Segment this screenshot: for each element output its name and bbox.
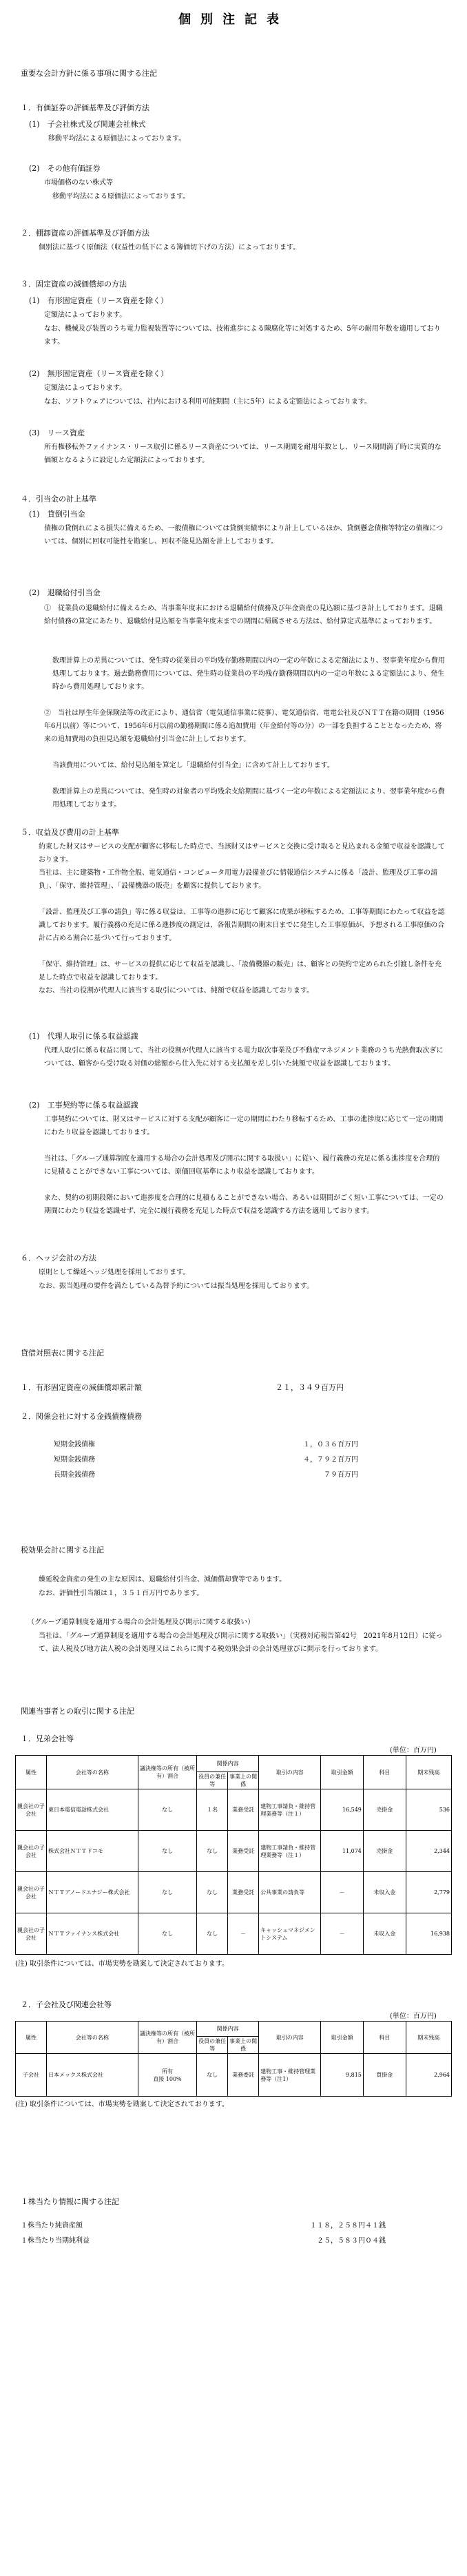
cell-officer: なし <box>197 1913 228 1955</box>
text-non-market-stock: 市場価格のない株式等 <box>44 179 113 187</box>
text-hedge-2: なお、振当処理の要件を満たしている為替予約については振当処理を採用しております。 <box>39 1282 313 1290</box>
text-construction-2: 当社は、「グループ通算制度を適用する場合の会計処理及び開示に関する取扱い」に従い、履行義務の充足に係る進捗度を合理的に見積ることができない工事については、原価回収基準により収益を認識しております。 <box>44 1155 440 1176</box>
cell-attr: 子会社 <box>16 2054 47 2097</box>
cell-content: 建物工事・維持管理業務等（注1） <box>259 2054 321 2097</box>
cell-officer: なし <box>197 1872 228 1913</box>
table-row <box>16 2054 452 2097</box>
heading-affiliate-receivables: ２．関係会社に対する金銭債権債務 <box>21 1412 142 1421</box>
text-retirement-5: 数理計算上の差異については、発生時の対象者の平均残余支給期間に基づく一定の年数による定額法により、翌事業年度から費用処理しております。 <box>52 788 445 809</box>
heading-intangible-assets: (2) 無形固定資産（リース資産を除く） <box>29 369 169 378</box>
col-content: 取引の内容 <box>259 1756 321 1789</box>
col-company: 会社等の名称 <box>47 1756 138 1789</box>
col-ratio: 議決権等の所有（被所有）割合 <box>138 1756 196 1789</box>
heading-revenue: ５．収益及び費用の計上基準 <box>21 828 119 837</box>
col-business: 事業上の関係 <box>228 2037 259 2054</box>
cell-company: 株式会社ＮＴＴドコモ <box>47 1831 138 1872</box>
text-retirement-1: ① 従業員の退職給付に備えるため、当事業年度末における退職給付債務及び年金資産の見込額に基づき計上しております。退職給付債務の算定にあたり、退職給付見込額を当事業年度末までの期間に帰属させる方法は、給付算定式基準によっております。 <box>44 605 443 625</box>
cell-company: ＮＴＴファイナンス株式会社 <box>47 1913 138 1955</box>
cell-balance: 2,344 <box>406 1831 451 1872</box>
col-officer: 役員の兼任等 <box>197 1772 228 1789</box>
heading-subsidiary-stock: (1) 子会社株式及び関連会社株式 <box>29 120 146 129</box>
section-per-share-title: １株当たり情報に関する注記 <box>21 2197 119 2206</box>
text-revenue-5: なお、当社の役割が代理人に該当する取引については、純額で収益を認識しております。 <box>39 987 313 995</box>
cell-balance: 16,938 <box>406 1913 451 1955</box>
section-related-party-title: 関連当事者との取引に関する注記 <box>21 1707 134 1716</box>
section-balance-sheet-title: 貸借対照表に関する注記 <box>21 1349 104 1358</box>
col-company: 会社等の名称 <box>47 2022 138 2054</box>
cell-business: － <box>228 1913 259 1955</box>
value-long-payable: ７９百万円 <box>324 1471 358 1479</box>
text-construction-3: また、契約の初期段階において進捗度を合理的に見積もることができない場合、あるいは期間がごく短い工事については、一定の期間にわたり収益を認識せず、完全に履行義務を充足した時点で収益を認識する方法を適用しております。 <box>44 1194 444 1215</box>
cell-amount: 16,549 <box>321 1789 364 1831</box>
text-revenue-3: 「設計、監理及び工事の請負」等に係る収益は、工事等の進捗に応じて顧客に成果が移転するため、工事等期間にわたって収益を認識しております。履行義務の充足に係る進捗度の測定は、各報告期間の期末日までに発生した工事原価が、予想される工事原価の合計に占める割合に基づいて行っております。 <box>39 908 445 942</box>
cell-company: 日本メックス株式会社 <box>47 2054 138 2097</box>
heading-lease-assets: (3) リース資産 <box>29 428 85 437</box>
col-balance: 期末残高 <box>406 1756 451 1789</box>
cell-balance: 2,964 <box>406 2054 451 2097</box>
value-short-receivable: １，０３６百万円 <box>303 1441 358 1448</box>
cell-amount: 11,074 <box>321 1831 364 1872</box>
cell-attr: 親会社の子会社 <box>16 1789 47 1831</box>
col-amount: 取引金額 <box>321 1756 364 1789</box>
col-attr: 属性 <box>16 2022 47 2054</box>
cell-amount: － <box>321 1872 364 1913</box>
table-row <box>16 1913 452 1955</box>
text-retirement-2: 数理計算上の差異については、発生時の従業員の平均残存勤務期間以内の一定の年数による定額法により、翌事業年度から費用処理しております。過去勤務費用については、発生時の従業員の平均残存勤務期間以内の一定の年数による定額法により、発生時から費用処理しております。 <box>52 657 445 691</box>
section-tax-effect-title: 税効果会計に関する注記 <box>21 1546 104 1555</box>
heading-retirement: (2) 退職給付引当金 <box>29 588 101 597</box>
col-ratio: 議決権等の所有（被所有）割合 <box>138 2022 196 2054</box>
cell-attr: 親会社の子会社 <box>16 1831 47 1872</box>
unit-label: (単位：百万円) <box>390 1747 437 1754</box>
heading-depreciation: ３．固定資産の減価償却の方法 <box>21 280 127 289</box>
cell-attr: 親会社の子会社 <box>16 1872 47 1913</box>
cell-balance: 536 <box>406 1789 451 1831</box>
col-relation: 関係内容 <box>197 2022 259 2037</box>
table-row <box>16 1789 452 1831</box>
col-balance: 期末残高 <box>406 2022 451 2054</box>
unit-label-2: (単位：百万円) <box>390 2013 437 2020</box>
heading-construction-contracts: (2) 工事契約等に係る収益認識 <box>29 1101 138 1110</box>
heading-inventory: ２．棚卸資産の評価基準及び評価方法 <box>21 229 149 238</box>
col-item: 科目 <box>363 2022 406 2054</box>
text-subsidiary-stock: 移動平均法による原価法によっております。 <box>48 135 186 143</box>
text-other-securities-method: 移動平均法による原価法によっております。 <box>52 193 190 200</box>
text-retirement-4: 当該費用については、給付見込額を算定し「退職給付引当金」に含めて計上しております。 <box>52 762 334 769</box>
cell-ratio: 所有 直接 100% <box>138 2054 196 2097</box>
cell-content: 建物工事請負・維持管理業務等（注１） <box>259 1831 321 1872</box>
text-hedge-1: 原則として繰延ヘッジ処理を採用しております。 <box>39 1269 190 1276</box>
cell-amount: 9,815 <box>321 2054 364 2097</box>
label-short-receivable: 短期金銭債権 <box>54 1441 95 1448</box>
heading-bad-debt: (1) 貸倒引当金 <box>29 510 85 519</box>
value-accumulated-depreciation: ２１，３４９百万円 <box>276 1383 344 1392</box>
text-bad-debt: 債権の貸倒れによる損失に備えるため、一般債権については貸倒実績率により計上しているほか、貸倒懸念債権等特定の債権については、個別に回収可能性を勘案し、回収不能見込額を計上しております。 <box>44 525 444 546</box>
table-note-2: (注) 取引条件については、市場実勢を勘案して決定されております。 <box>15 2101 229 2108</box>
cell-content: 公共事業の請負等 <box>259 1872 321 1913</box>
cell-ratio: なし <box>138 1789 196 1831</box>
label-long-payable: 長期金銭債務 <box>54 1471 95 1479</box>
text-revenue-4: 「保守、維持管理」は、サービスの提供に応じて収益を認識し、「設備機器の販売」は、顧客との契約で定められた引渡し条件を充足した時点で収益を認識しております。 <box>39 961 442 981</box>
col-amount: 取引金額 <box>321 2022 364 2054</box>
value-net-assets-per-share: １１８，２５８円４１銭 <box>310 2222 386 2230</box>
sibling-company-table <box>15 1755 452 1955</box>
text-tax-3: （グループ通算制度を適用する場合の会計処理及び開示に関する取扱い） <box>28 1619 255 1626</box>
cell-ratio: なし <box>138 1872 196 1913</box>
text-tax-2: なお、評価性引当額は１，３５１百万円であります。 <box>39 1590 204 1597</box>
cell-business: 業務委託 <box>228 2054 259 2097</box>
cell-company: ＮＴＴアノードエナジー株式会社 <box>47 1872 138 1913</box>
cell-amount: － <box>321 1913 364 1955</box>
col-officer: 役員の兼任等 <box>197 2037 228 2054</box>
cell-balance: 2,779 <box>406 1872 451 1913</box>
cell-business: 業務受託 <box>228 1789 259 1831</box>
table-row <box>16 1831 452 1872</box>
cell-ratio: なし <box>138 1831 196 1872</box>
cell-content: キャッシュマネジメントシステム <box>259 1913 321 1955</box>
text-retirement-3: ② 当社は厚生年金保険法等の改正により、通信省（電気通信事業に従事）、電気通信省、電電公社及びＮＴＴ在籍の期間（1956年6月以前）等について、1956年6月以前の勤務期間に係る追加費用（年金給付等の分）の一部を負担することとなったため、将来の追加費用の負担見込額を退職給付引当金に計上しております。 <box>44 709 444 743</box>
text-tax-1: 繰延税金資産の発生の主な原因は、退職給付引当金、減価償却費等であります。 <box>39 1576 287 1583</box>
cell-item: 未収入金 <box>363 1872 406 1913</box>
col-attr: 属性 <box>16 1756 47 1789</box>
heading-accumulated-depreciation: １．有形固定資産の減価償却累計額 <box>21 1383 142 1392</box>
heading-securities: １．有価証券の評価基準及び評価方法 <box>21 103 149 112</box>
text-intangible-note: なお、ソフトウェアについては、社内における利用可能期間（主に5年）による定額法によっております。 <box>44 398 371 406</box>
heading-other-securities: (2) その他有価証券 <box>29 164 101 173</box>
heading-tangible-assets: (1) 有形固定資産（リース資産を除く） <box>29 296 169 305</box>
cell-item: 売掛金 <box>363 1789 406 1831</box>
heading-subsidiaries: ２．子会社及び関連会社等 <box>21 2000 112 2009</box>
text-tangible-note: なお、機械及び装置のうち電力監視装置等については、技術進歩による陳腐化等に対処するため、5年の耐用年数を適用しております。 <box>44 325 441 346</box>
cell-ratio: なし <box>138 1913 196 1955</box>
label-net-assets-per-share: １株当たり純資産額 <box>21 2222 83 2230</box>
col-relation: 関係内容 <box>197 1756 259 1772</box>
text-revenue-1: 約束した財又はサービスの支配が顧客に移転した時点で、当該財又はサービスと交換に受け取ると見込まれる金額で収益を認識しております。 <box>39 843 445 864</box>
text-lease-assets: 所有権移転外ファイナンス・リース取引に係るリース資産については、リース期間を耐用年数とし、リース期間満了時に実質的な価額となるように設定した定額法によっております。 <box>44 444 442 464</box>
page-title: 個別注記表 <box>178 12 289 27</box>
section-accounting-policy-title: 重要な会計方針に係る事項に関する注記 <box>21 69 157 78</box>
heading-allowances: ４．引当金の計上基準 <box>21 495 96 503</box>
heading-agent-transactions: (1) 代理人取引に係る収益認識 <box>29 1032 138 1041</box>
text-intangible-method: 定額法によっております。 <box>44 384 127 392</box>
text-revenue-2: 当社は、主に建築物・工作物全般、電気通信・コンピュータ用電力設備並びに情報通信システムに係る「設計、監理及び工事の請負」、「保守、維持管理」、「設備機器の販売」を顧客に提供しております。 <box>39 869 437 890</box>
cell-item: 未収入金 <box>363 1913 406 1955</box>
text-tangible-method: 定額法によっております。 <box>44 311 127 319</box>
value-net-income-per-share: ２５，５８３円０４銭 <box>317 2237 386 2245</box>
label-net-income-per-share: １株当たり当期純利益 <box>21 2237 90 2245</box>
table-note: (注) 取引条件については、市場実勢を勘案して決定されております。 <box>15 1960 229 1968</box>
col-business: 事業上の関係 <box>228 1772 259 1789</box>
cell-item: 買掛金 <box>363 2054 406 2097</box>
cell-business: 業務受託 <box>228 1831 259 1872</box>
cell-content: 建物工事請負・維持管理業務等（注１） <box>259 1789 321 1831</box>
value-short-payable: ４，７９２百万円 <box>303 1456 358 1464</box>
cell-item: 売掛金 <box>363 1831 406 1872</box>
heading-sibling-companies: １．兄弟会社等 <box>21 1734 74 1743</box>
text-construction-1: 工事契約については、財又はサービスに対する支配が顧客に一定の期間にわたり移転するため、工事の進捗度に応じて一定の期間にわたり収益を認識しております。 <box>44 1116 444 1136</box>
cell-officer: なし <box>197 2054 228 2097</box>
cell-officer: １名 <box>197 1789 228 1831</box>
text-tax-4: 当社は、「グループ通算制度を適用する場合の会計処理及び開示に関する取扱い」（実務対応報告第42号 2021年8月12日）に従って、法人税及び地方法人税の会計処理又はこれらに関する税効果会計の会計処理並びに開示を行っております。 <box>39 1632 443 1653</box>
text-inventory: 個別法に基づく原価法（収益性の低下による簿価切下げの方法）によっております。 <box>39 244 300 251</box>
cell-attr: 親会社の子会社 <box>16 1913 47 1955</box>
col-item: 科目 <box>363 1756 406 1789</box>
text-agent-transactions: 代理人取引に係る収益に関して、当社の役割が代理人に該当する電力取次事業及び不動産マネジメント業務のうち光熱費取次ぎについては、顧客から受け取る対価の総額から仕入先に対する支払額を差し引いた純額で収益を認識しております。 <box>44 1047 444 1068</box>
label-short-payable: 短期金銭債務 <box>54 1456 95 1464</box>
heading-hedge: ６．ヘッジ会計の方法 <box>21 1254 96 1263</box>
col-content: 取引の内容 <box>259 2022 321 2054</box>
subsidiary-table <box>15 2021 452 2097</box>
cell-company: 東日本電信電話株式会社 <box>47 1789 138 1831</box>
cell-business: 業務受託 <box>228 1872 259 1913</box>
table-row <box>16 1872 452 1913</box>
cell-officer: なし <box>197 1831 228 1872</box>
